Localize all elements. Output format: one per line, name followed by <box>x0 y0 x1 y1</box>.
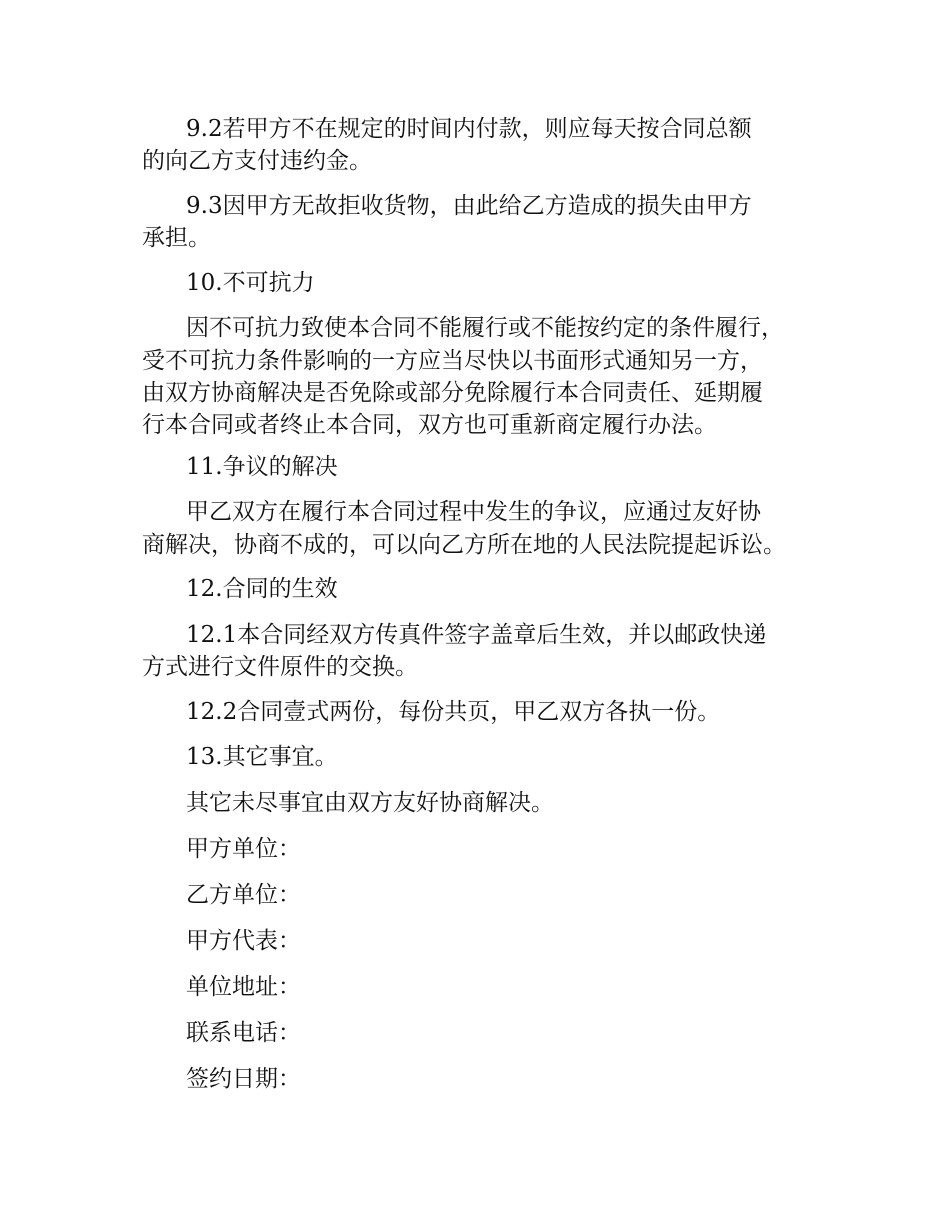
clause-9-3-line-2: 承担。 <box>142 225 211 251</box>
section-10-line-3: 由双方协商解决是否免除或部分免除履行本合同责任、延期履 <box>142 380 763 406</box>
clause-12-1-line-1: 12.1本合同经双方传真件签字盖章后生效，并以邮政快递 <box>186 622 767 648</box>
clause-12-2: 12.2合同壹式两份，每份共页，甲乙双方各执一份。 <box>186 699 721 725</box>
clause-12-1-line-2: 方式进行文件原件的交换。 <box>142 654 418 680</box>
section-10-line-4: 行本合同或者终止本合同，双方也可重新商定履行办法。 <box>142 412 717 438</box>
section-11-line-1: 甲乙双方在履行本合同过程中发生的争议，应通过友好协 <box>186 499 761 525</box>
section-10-line-1: 因不可抗力致使本合同不能履行或不能按约定的条件履行， <box>186 315 784 341</box>
clause-9-2-line-2: 的向乙方支付违约金。 <box>142 148 372 174</box>
sign-date-label: 签约日期： <box>186 1066 301 1092</box>
party-b-unit-label: 乙方单位： <box>186 882 301 908</box>
party-a-representative-label: 甲方代表： <box>186 928 301 954</box>
party-a-unit-label: 甲方单位： <box>186 836 301 862</box>
section-13-line-1: 其它未尽事宜由双方友好协商解决。 <box>186 790 554 816</box>
unit-address-label: 单位地址： <box>186 974 301 1000</box>
section-11-line-2: 商解决，协商不成的，可以向乙方所在地的人民法院提起诉讼。 <box>142 532 786 558</box>
section-11-heading: 11.争议的解决 <box>186 454 338 480</box>
contact-phone-label: 联系电话： <box>186 1020 301 1046</box>
section-13-heading: 13.其它事宜。 <box>186 744 338 770</box>
section-12-heading: 12.合同的生效 <box>186 576 338 602</box>
section-10-heading: 10.不可抗力 <box>186 270 315 296</box>
clause-9-3-line-1: 9.3因甲方无故拒收货物，由此给乙方造成的损失由甲方 <box>186 193 752 219</box>
section-10-line-2: 受不可抗力条件影响的一方应当尽快以书面形式通知另一方， <box>142 348 763 374</box>
clause-9-2-line-1: 9.2若甲方不在规定的时间内付款，则应每天按合同总额 <box>186 116 752 142</box>
